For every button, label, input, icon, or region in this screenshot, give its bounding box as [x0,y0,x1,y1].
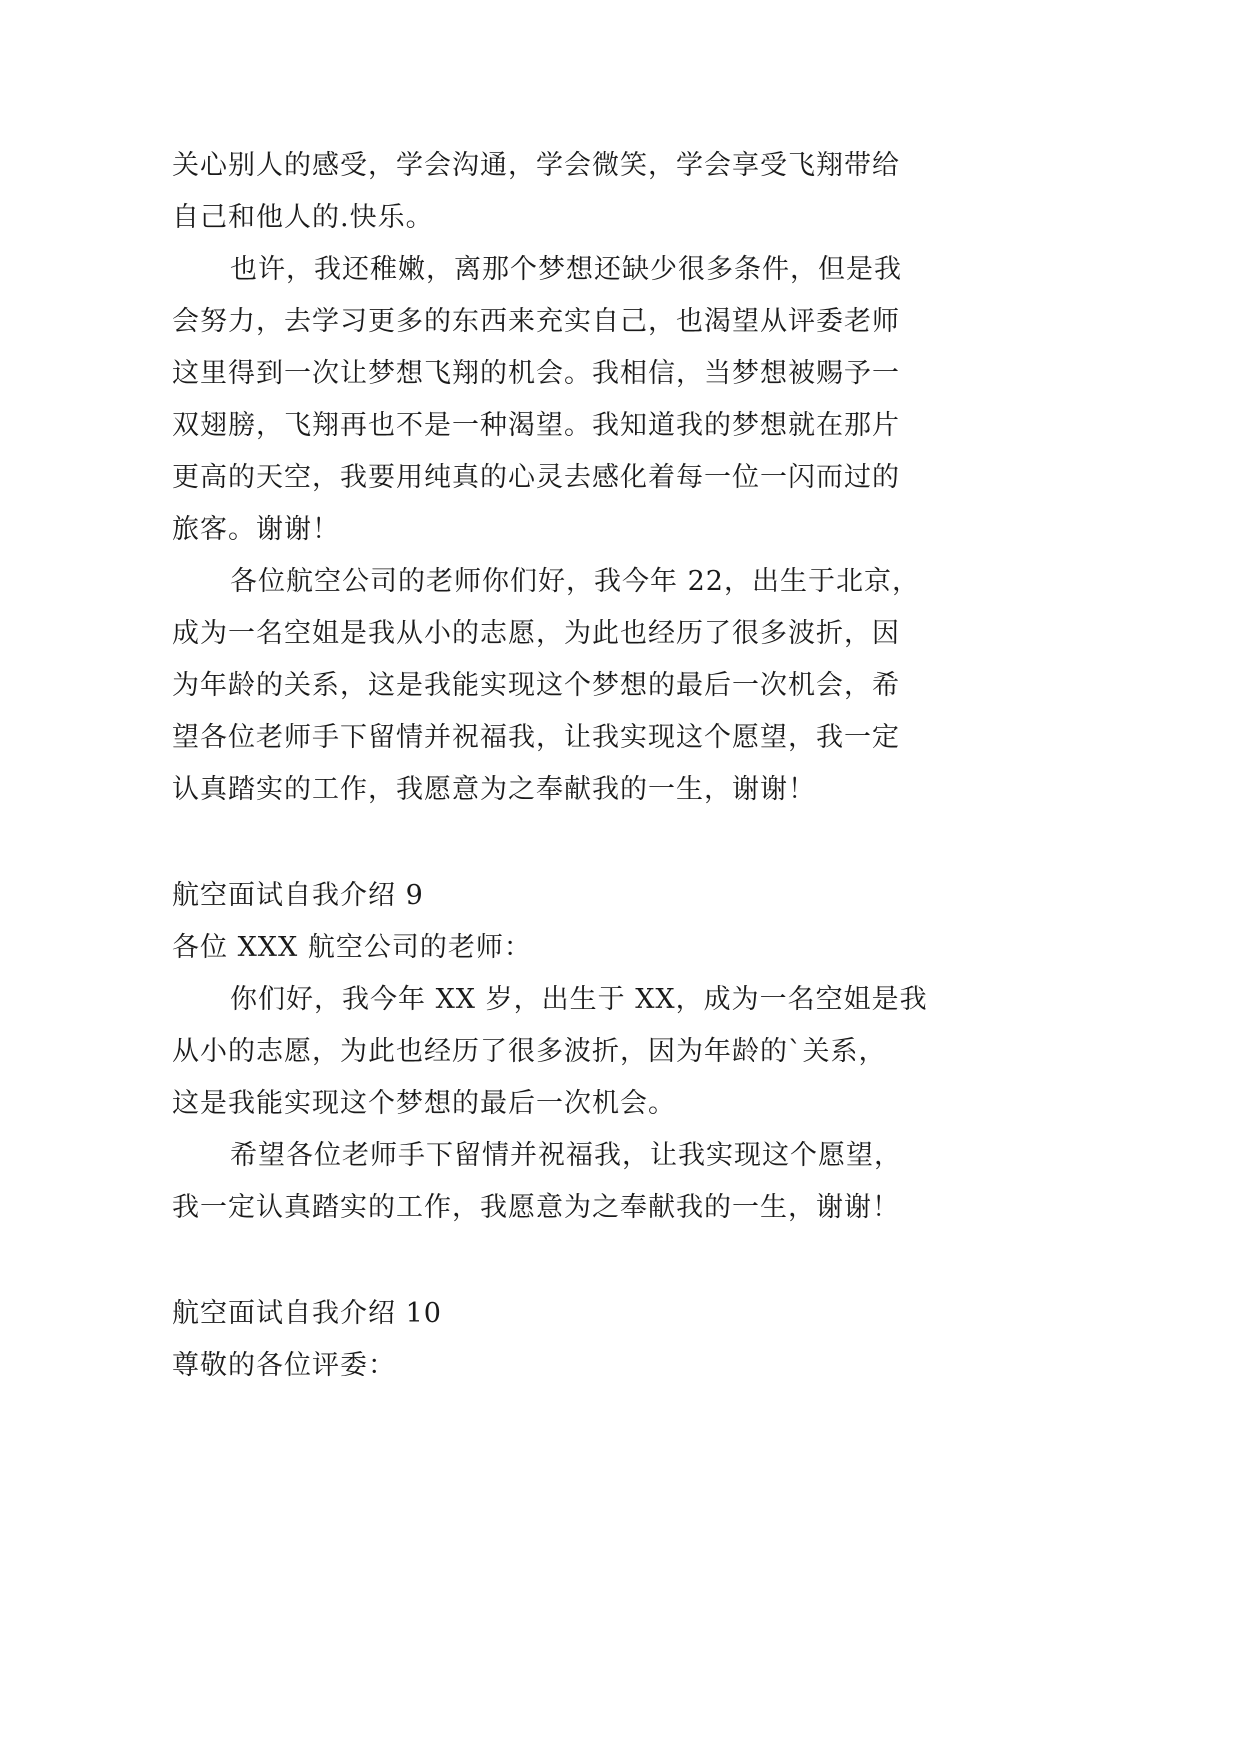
section-heading: 航空面试自我介绍 10 [172,1298,442,1329]
text-line: 希望各位老师手下留情并祝福我，让我实现这个愿望， [230,1140,902,1171]
text-line: 自己和他人的.快乐。 [172,202,434,233]
text-line: 各位航空公司的老师你们好，我今年 22，出生于北京， [230,566,920,597]
text-line: 望各位老师手下留情并祝福我，让我实现这个愿望，我一定 [172,722,900,753]
section-intro-9 [172,870,952,1234]
text-line: 关心别人的感受，学会沟通，学会微笑，学会享受飞翔带给 [172,150,900,181]
paragraph-group-1 [172,140,952,816]
section-heading: 航空面试自我介绍 9 [172,880,424,911]
text-line: 我一定认真踏实的工作，我愿意为之奉献我的一生，谢谢！ [172,1192,900,1223]
text-line: 会努力，去学习更多的东西来充实自己，也渴望从评委老师 [172,306,900,337]
salutation-line: 尊敬的各位评委： [172,1350,396,1381]
salutation-line: 各位 XXX 航空公司的老师： [172,932,532,963]
text-line: 这里得到一次让梦想飞翔的机会。我相信，当梦想被赐予一 [172,358,900,389]
text-line: 也许，我还稚嫩，离那个梦想还缺少很多条件，但是我 [230,254,902,285]
text-line: 从小的志愿，为此也经历了很多波折，因为年龄的`关系， [172,1036,887,1067]
text-line: 更高的天空，我要用纯真的心灵去感化着每一位一闪而过的 [172,462,900,493]
section-intro-10 [172,1288,952,1392]
text-line: 这是我能实现这个梦想的最后一次机会。 [172,1088,676,1119]
text-line: 为年龄的关系，这是我能实现这个梦想的最后一次机会，希 [172,670,900,701]
text-line: 你们好，我今年 XX 岁，出生于 XX，成为一名空姐是我 [230,984,928,1015]
text-line: 认真踏实的工作，我愿意为之奉献我的一生，谢谢！ [172,774,816,805]
text-line: 旅客。谢谢！ [172,514,340,545]
text-line: 成为一名空姐是我从小的志愿，为此也经历了很多波折，因 [172,618,900,649]
text-line: 双翅膀，飞翔再也不是一种渴望。我知道我的梦想就在那片 [172,410,900,441]
